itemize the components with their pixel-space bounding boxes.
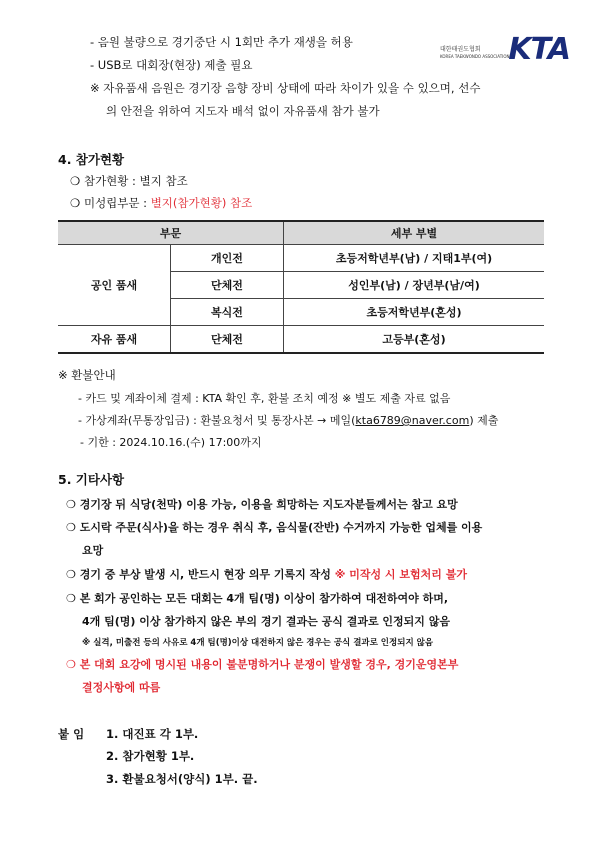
note-dispute-2: 결정사항에 따름 [82, 681, 161, 694]
group-free-poomsae: 자유 품새 [58, 326, 171, 354]
table-row [58, 245, 544, 272]
participation-status: ❍ 참가현황 : 별지 참조 [70, 174, 188, 188]
row-detail: 고등부(혼성) [284, 326, 545, 354]
row-type: 단체전 [171, 272, 284, 299]
refund-card: - 카드 및 계좌이체 결제 : KTA 확인 후, 환불 조치 예정 ※ 별도 제출 자료 없음 [78, 392, 451, 405]
attachment-item: 2. 참가현황 1부. [106, 749, 195, 763]
note-free-poomsae-2: 의 안전을 위하여 지도자 배석 없이 자유품새 참가 불가 [106, 104, 380, 118]
row-detail: 초등저학년부(남) / 지태1부(여) [284, 245, 545, 272]
note-lunchbox-1: ❍ 도시락 주문(식사)을 하는 경우 취식 후, 음식물(잔반) 수거까지 가능한 업체를 이용 [66, 521, 483, 534]
note-lunchbox-2: 요망 [82, 544, 104, 557]
row-type: 단체전 [171, 326, 284, 354]
row-detail: 초등저학년부(혼성) [284, 299, 545, 326]
note-dispute-1: ❍ 본 대회 요강에 명시된 내용이 불분명하거나 분쟁이 발생할 경우, 경기운영본부 [66, 658, 459, 671]
bullet-usb-submit: - USB로 대회장(현장) 제출 필요 [90, 58, 253, 72]
refund-virtual-account [78, 412, 498, 428]
row-type: 개인전 [171, 245, 284, 272]
note-injury-text: ❍ 경기 중 부상 발생 시, 반드시 현장 의무 기록지 작성 [66, 568, 335, 581]
table-row [58, 326, 544, 354]
attachment-item: 1. 대진표 각 1부. [106, 727, 199, 741]
note-injury-warning: ※ 미작성 시 보험처리 불가 [334, 568, 467, 581]
attachment-item: 3. 환불요청서(양식) 1부. 끝. [106, 772, 258, 786]
unformed-division [70, 195, 252, 211]
note-min-teams-1: ❍ 본 회가 공인하는 모든 대회는 4개 팀(명) 이상이 참가하여 대전하여야 하며, [66, 592, 449, 605]
refund-title: ※ 환불안내 [58, 368, 116, 382]
note-restaurant: ❍ 경기장 뒤 식당(천막) 이용 가능, 이용을 희망하는 지도자분들께서는 참고 요망 [66, 498, 458, 511]
refund-virtual-suffix: ) 제출 [469, 414, 499, 427]
unformed-division-label: ❍ 미성립부문 : [70, 196, 151, 210]
section5-title: 5. 기타사항 [58, 472, 125, 487]
logo-sub-name: KOREA TAEKWONDO ASSOCIATION [440, 54, 510, 59]
refund-deadline: - 기한 : 2024.10.16.(수) 17:00까지 [80, 436, 262, 449]
logo-text: KTA [508, 32, 570, 67]
kta-logo [440, 30, 570, 70]
note-injury [66, 566, 467, 582]
group-official-poomsae: 공인 품새 [58, 245, 171, 326]
note-min-teams-2: 4개 팀(명) 이상 참가하지 않은 부의 경기 결과는 공식 결과로 인정되지 않음 [82, 615, 450, 628]
division-table [58, 220, 544, 354]
table-header-detail: 세부 부별 [284, 221, 545, 245]
note-free-poomsae-1: ※ 자유품새 음원은 경기장 음향 장비 상태에 따라 차이가 있을 수 있으며, 선수 [90, 81, 481, 95]
bullet-audio-replay: - 음원 불량으로 경기중단 시 1회만 추가 재생을 허용 [90, 35, 353, 49]
section4-title: 4. 참가현황 [58, 152, 125, 167]
unformed-division-ref: 별지(참가현황) 참조 [150, 196, 253, 210]
logo-org-name: 대한태권도협회 [440, 46, 481, 53]
note-min-teams-detail: ※ 실격, 미출전 등의 사유로 4개 팀(명)이상 대전하지 않은 경우는 공식 결과로 인정되지 않음 [82, 638, 434, 648]
row-type: 복식전 [171, 299, 284, 326]
table-header-division: 부문 [58, 221, 284, 245]
refund-virtual-label: - 가상계좌(무통장입금) : 환불요청서 및 통장사본 → 메일( [78, 414, 356, 427]
attachment-label: 붙 임 [58, 727, 85, 741]
refund-email-link[interactable]: kta6789@naver.com [355, 414, 470, 427]
row-detail: 성인부(남) / 장년부(남/여) [284, 272, 545, 299]
